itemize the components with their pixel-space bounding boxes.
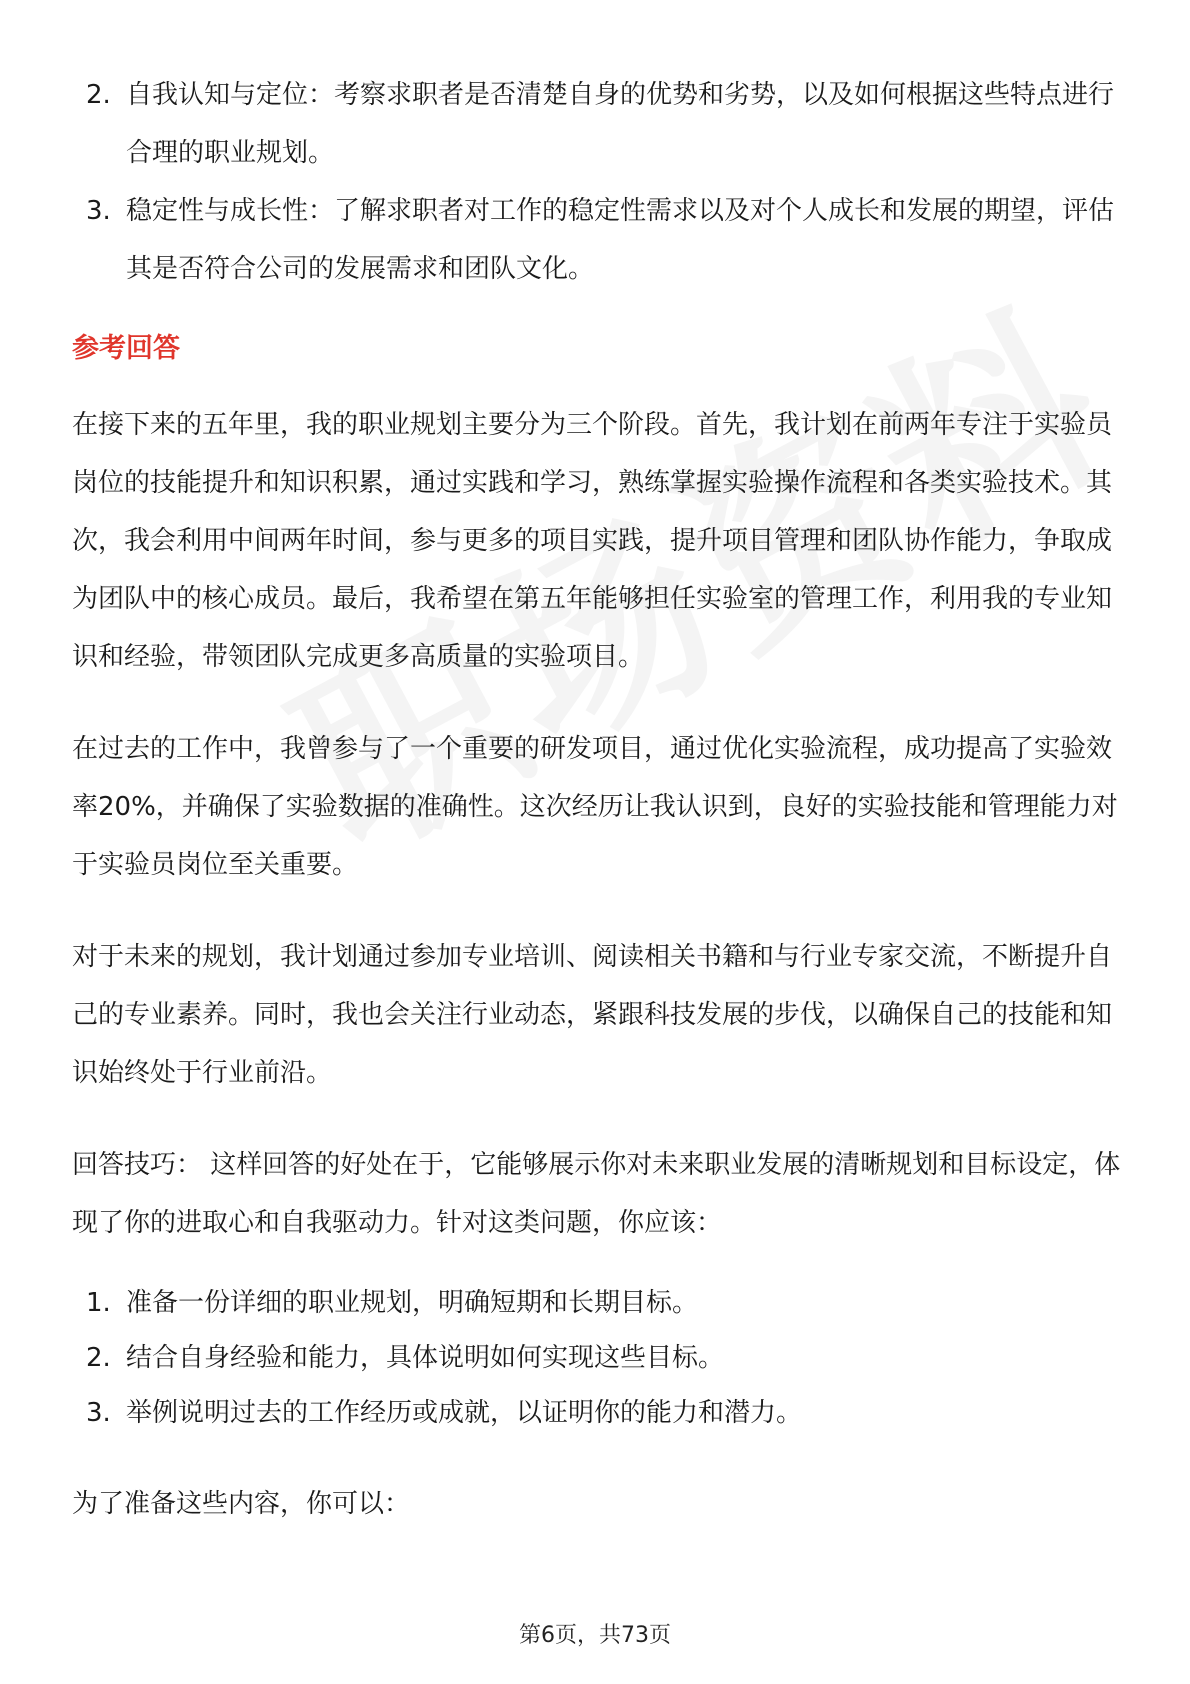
section-heading: 参考回答 <box>72 333 180 364</box>
paragraph: 对于未来的规划，我计划通过参加专业培训、阅读相关书籍和与行业专家交流，不断提升自己的专业素养。同时，我也会关注行业动态，紧跟科技发展的步伐，以确保自己的技能和知识始终处于行业前沿。 <box>72 942 1113 1088</box>
tips-list <box>72 1276 1132 1441</box>
list-text: 举例说明过去的工作经历或成就，以证明你的能力和潜力。 <box>126 1398 803 1428</box>
list-item <box>72 182 1132 298</box>
page-footer: 第6页，共73页 <box>519 1623 671 1648</box>
list-text: 结合自身经验和能力，具体说明如何实现这些目标。 <box>126 1343 725 1373</box>
paragraph: 在过去的工作中，我曾参与了一个重要的研发项目，通过优化实验流程，成功提高了实验效率20%，并确保了实验数据的准确性。这次经历让我认识到，良好的实验技能和管理能力对于实验员岗位至关重要。 <box>72 734 1118 880</box>
closing-paragraph: 为了准备这些内容，你可以： <box>72 1489 411 1519</box>
list-item <box>72 66 1132 182</box>
list-number: 1. <box>86 1288 111 1318</box>
list-text: 自我认知与定位：考察求职者是否清楚自身的优势和劣势，以及如何根据这些特点进行合理的职业规划。 <box>126 80 1115 168</box>
list-item <box>72 1276 1132 1331</box>
criteria-list <box>72 66 1132 298</box>
document-page <box>72 66 1132 1533</box>
list-number: 3. <box>86 196 111 226</box>
list-number: 2. <box>86 80 111 110</box>
list-text: 准备一份详细的职业规划，明确短期和长期目标。 <box>126 1288 699 1318</box>
paragraph: 在接下来的五年里，我的职业规划主要分为三个阶段。首先，我计划在前两年专注于实验员岗位的技能提升和知识积累，通过实践和学习，熟练掌握实验操作流程和各类实验技术。其次，我会利用中间两年时间，参与更多的项目实践，提升项目管理和团队协作能力，争取成为团队中的核心成员。最后，我希望在第五年能够担任实验室的管理工作，利用我的专业知识和经验，带领团队完成更多高质量的实验项目。 <box>72 410 1113 672</box>
list-item <box>72 1331 1132 1386</box>
list-number: 2. <box>86 1343 111 1373</box>
list-text: 稳定性与成长性：了解求职者对工作的稳定性需求以及对个人成长和发展的期望，评估其是否符合公司的发展需求和团队文化。 <box>126 196 1115 284</box>
answer-tips-paragraph: 回答技巧： 这样回答的好处在于，它能够展示你对未来职业发展的清晰规划和目标设定，体现了你的进取心和自我驱动力。针对这类问题，你应该： <box>72 1150 1121 1238</box>
list-number: 3. <box>86 1398 111 1428</box>
list-item <box>72 1386 1132 1441</box>
